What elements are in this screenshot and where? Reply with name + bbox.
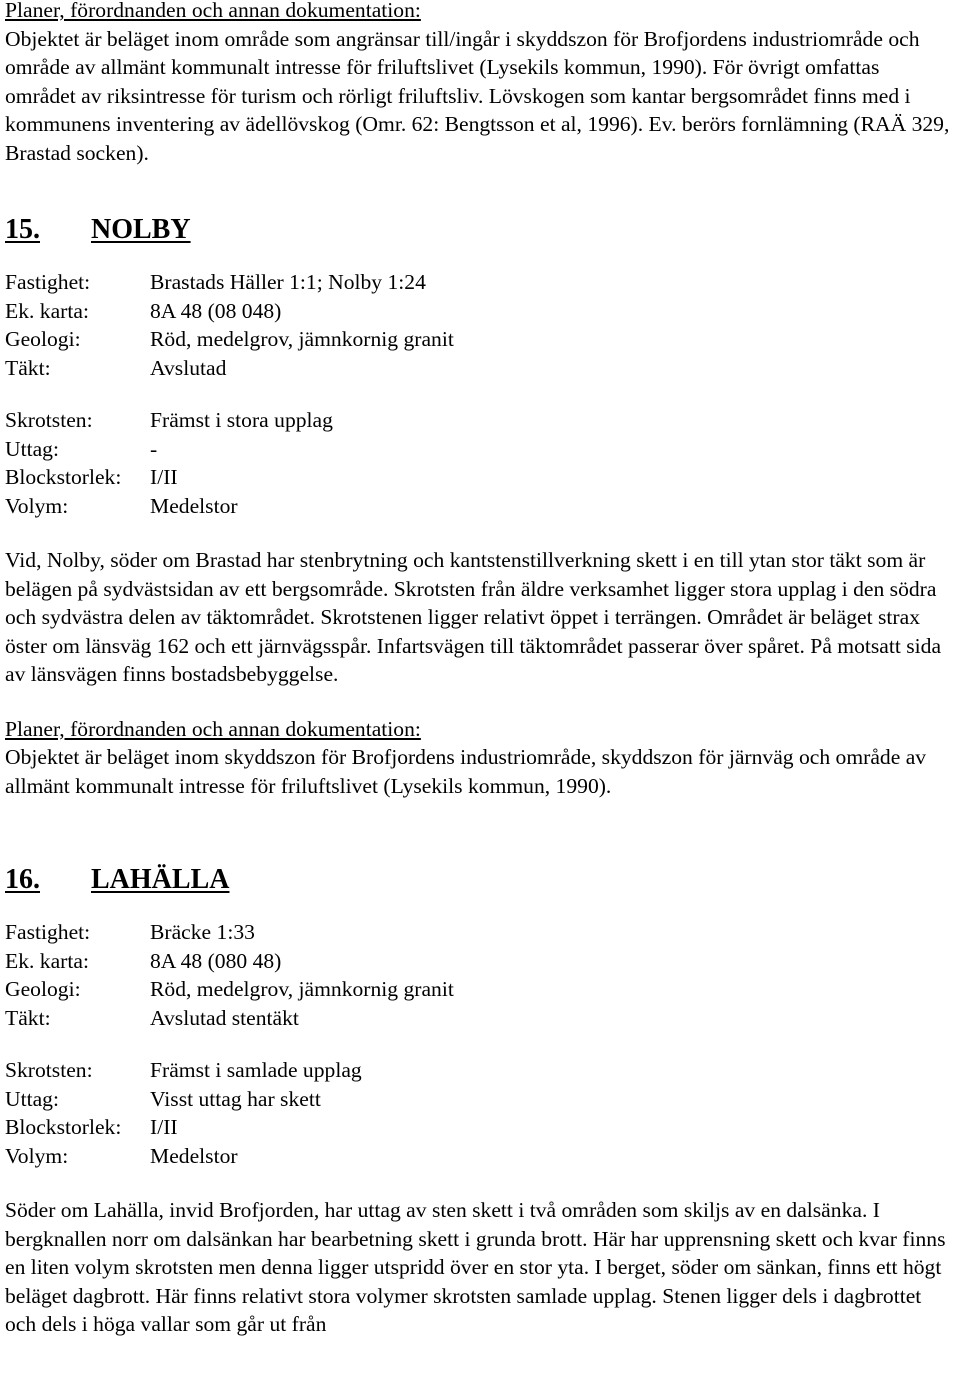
- property-fields: [5, 918, 955, 1032]
- field-row: [5, 1113, 955, 1142]
- section-heading-nolby: [5, 212, 955, 248]
- field-row: [5, 918, 955, 947]
- field-key: Ek. karta:: [5, 948, 89, 973]
- field-key: Uttag:: [5, 436, 59, 461]
- section-description: Söder om Lahälla, invid Brofjorden, har uttag av sten skett i två områden som skiljs av en dalsänka. I bergknallen norr om dalsänkan har bearbetning skett i grunda brott. Här har upprensning skett och kvar finns en liten volym skrotsten men denna ligger utspridd över en stor yta. I berget, söder om sänkan, finns ett högt beläget dagbrott. Här finns relativt stora volymer skrotsten samlade upplag. Stenen ligger dels i dagbrottet och dels i höga vallar som går ut från: [5, 1198, 946, 1336]
- field-row: [5, 1142, 955, 1171]
- field-key: Volym:: [5, 1143, 69, 1168]
- field-row: [5, 1004, 955, 1033]
- field-row: [5, 463, 955, 492]
- field-row: [5, 297, 955, 326]
- field-key: Täkt:: [5, 1005, 51, 1030]
- section-title: NOLBY: [91, 214, 191, 245]
- field-value: I/II: [150, 1115, 178, 1139]
- field-value: Brastads Häller 1:1; Nolby 1:24: [150, 270, 426, 294]
- stone-fields: [5, 406, 955, 520]
- section-title: LAHÄLLA: [91, 864, 230, 895]
- field-key: Volym:: [5, 493, 69, 518]
- section-number: 16.: [5, 864, 40, 895]
- field-value: Medelstor: [150, 1143, 238, 1168]
- field-key: Fastighet:: [5, 270, 91, 294]
- section-number: 15.: [5, 214, 40, 245]
- field-value: Röd, medelgrov, jämnkornig granit: [150, 327, 454, 351]
- field-value: I/II: [150, 465, 178, 489]
- field-key: Täkt:: [5, 355, 51, 380]
- field-row: [5, 354, 955, 383]
- field-value: Bräcke 1:33: [150, 920, 255, 944]
- field-value: Medelstor: [150, 493, 238, 518]
- field-value: Främst i stora upplag: [150, 408, 333, 432]
- field-row: [5, 947, 955, 976]
- field-key: Geologi:: [5, 977, 81, 1001]
- document-page: [5, 0, 955, 1339]
- field-value: Visst uttag har skett: [150, 1086, 321, 1111]
- field-key: Ek. karta:: [5, 298, 89, 323]
- field-row: [5, 325, 955, 354]
- section-plans-text: Objektet är beläget inom skyddszon för Brofjordens industriområde, skyddszon för järnväg och område av allmänt kommunalt intresse för friluftslivet (Lysekils kommun, 1990).: [5, 745, 927, 798]
- field-value: Avslutad: [150, 355, 227, 380]
- field-value: 8A 48 (080 48): [150, 948, 282, 973]
- field-value: -: [150, 436, 158, 461]
- field-row: [5, 492, 955, 521]
- field-row: [5, 1085, 955, 1114]
- property-fields: [5, 268, 955, 382]
- field-key: Uttag:: [5, 1086, 59, 1111]
- field-key: Blockstorlek:: [5, 1115, 122, 1139]
- field-value: Röd, medelgrov, jämnkornig granit: [150, 977, 454, 1001]
- field-key: Skrotsten:: [5, 1058, 93, 1082]
- field-value: Främst i samlade upplag: [150, 1058, 362, 1082]
- field-value: 8A 48 (08 048): [150, 298, 282, 323]
- field-row: [5, 975, 955, 1004]
- section-plans-heading: Planer, förordnanden och annan dokumentation:: [5, 716, 421, 741]
- field-key: Fastighet:: [5, 920, 91, 944]
- stone-fields: [5, 1056, 955, 1170]
- field-row: [5, 406, 955, 435]
- field-value: Avslutad stentäkt: [150, 1005, 299, 1030]
- field-key: Blockstorlek:: [5, 465, 122, 489]
- section-heading-lahalla: [5, 862, 955, 898]
- field-row: [5, 268, 955, 297]
- field-row: [5, 435, 955, 464]
- field-row: [5, 1056, 955, 1085]
- field-key: Geologi:: [5, 327, 81, 351]
- intro-plans-heading: Planer, förordnanden och annan dokumentation:: [5, 0, 421, 22]
- section-description: Vid, Nolby, söder om Brastad har stenbrytning och kantstenstillverkning skett i en till ytan stor täkt som är belägen på sydvästsidan av ett bergsområde. Skrotsten från äldre verksamhet ligger stora upplag i den södra och sydvästra delen av täktområdet. Skrotstenen ligger relativt öppet i terrängen. Området är beläget strax öster om länsväg 162 och ett järnvägsspår. Infartsvägen till täktområdet passerar över spåret. På motsatt sida av länsvägen finns bostadsbebyggelse.: [5, 548, 942, 686]
- field-key: Skrotsten:: [5, 408, 93, 432]
- intro-plans-text: Objektet är beläget inom område som angränsar till/ingår i skyddszon för Brofjordens industriområde och område av allmänt kommunalt intresse för friluftslivet (Lysekils kommun, 1990). För övrigt omfattas området av riksintresse för turism och rörligt friluftsliv. Lövskogen som kantar bergsområdet finns med i kommunens inventering av ädellövskog (Omr. 62: Bengtsson et al, 1996). Ev. berörs fornlämning (RAÄ 329, Brastad socken).: [5, 26, 950, 165]
